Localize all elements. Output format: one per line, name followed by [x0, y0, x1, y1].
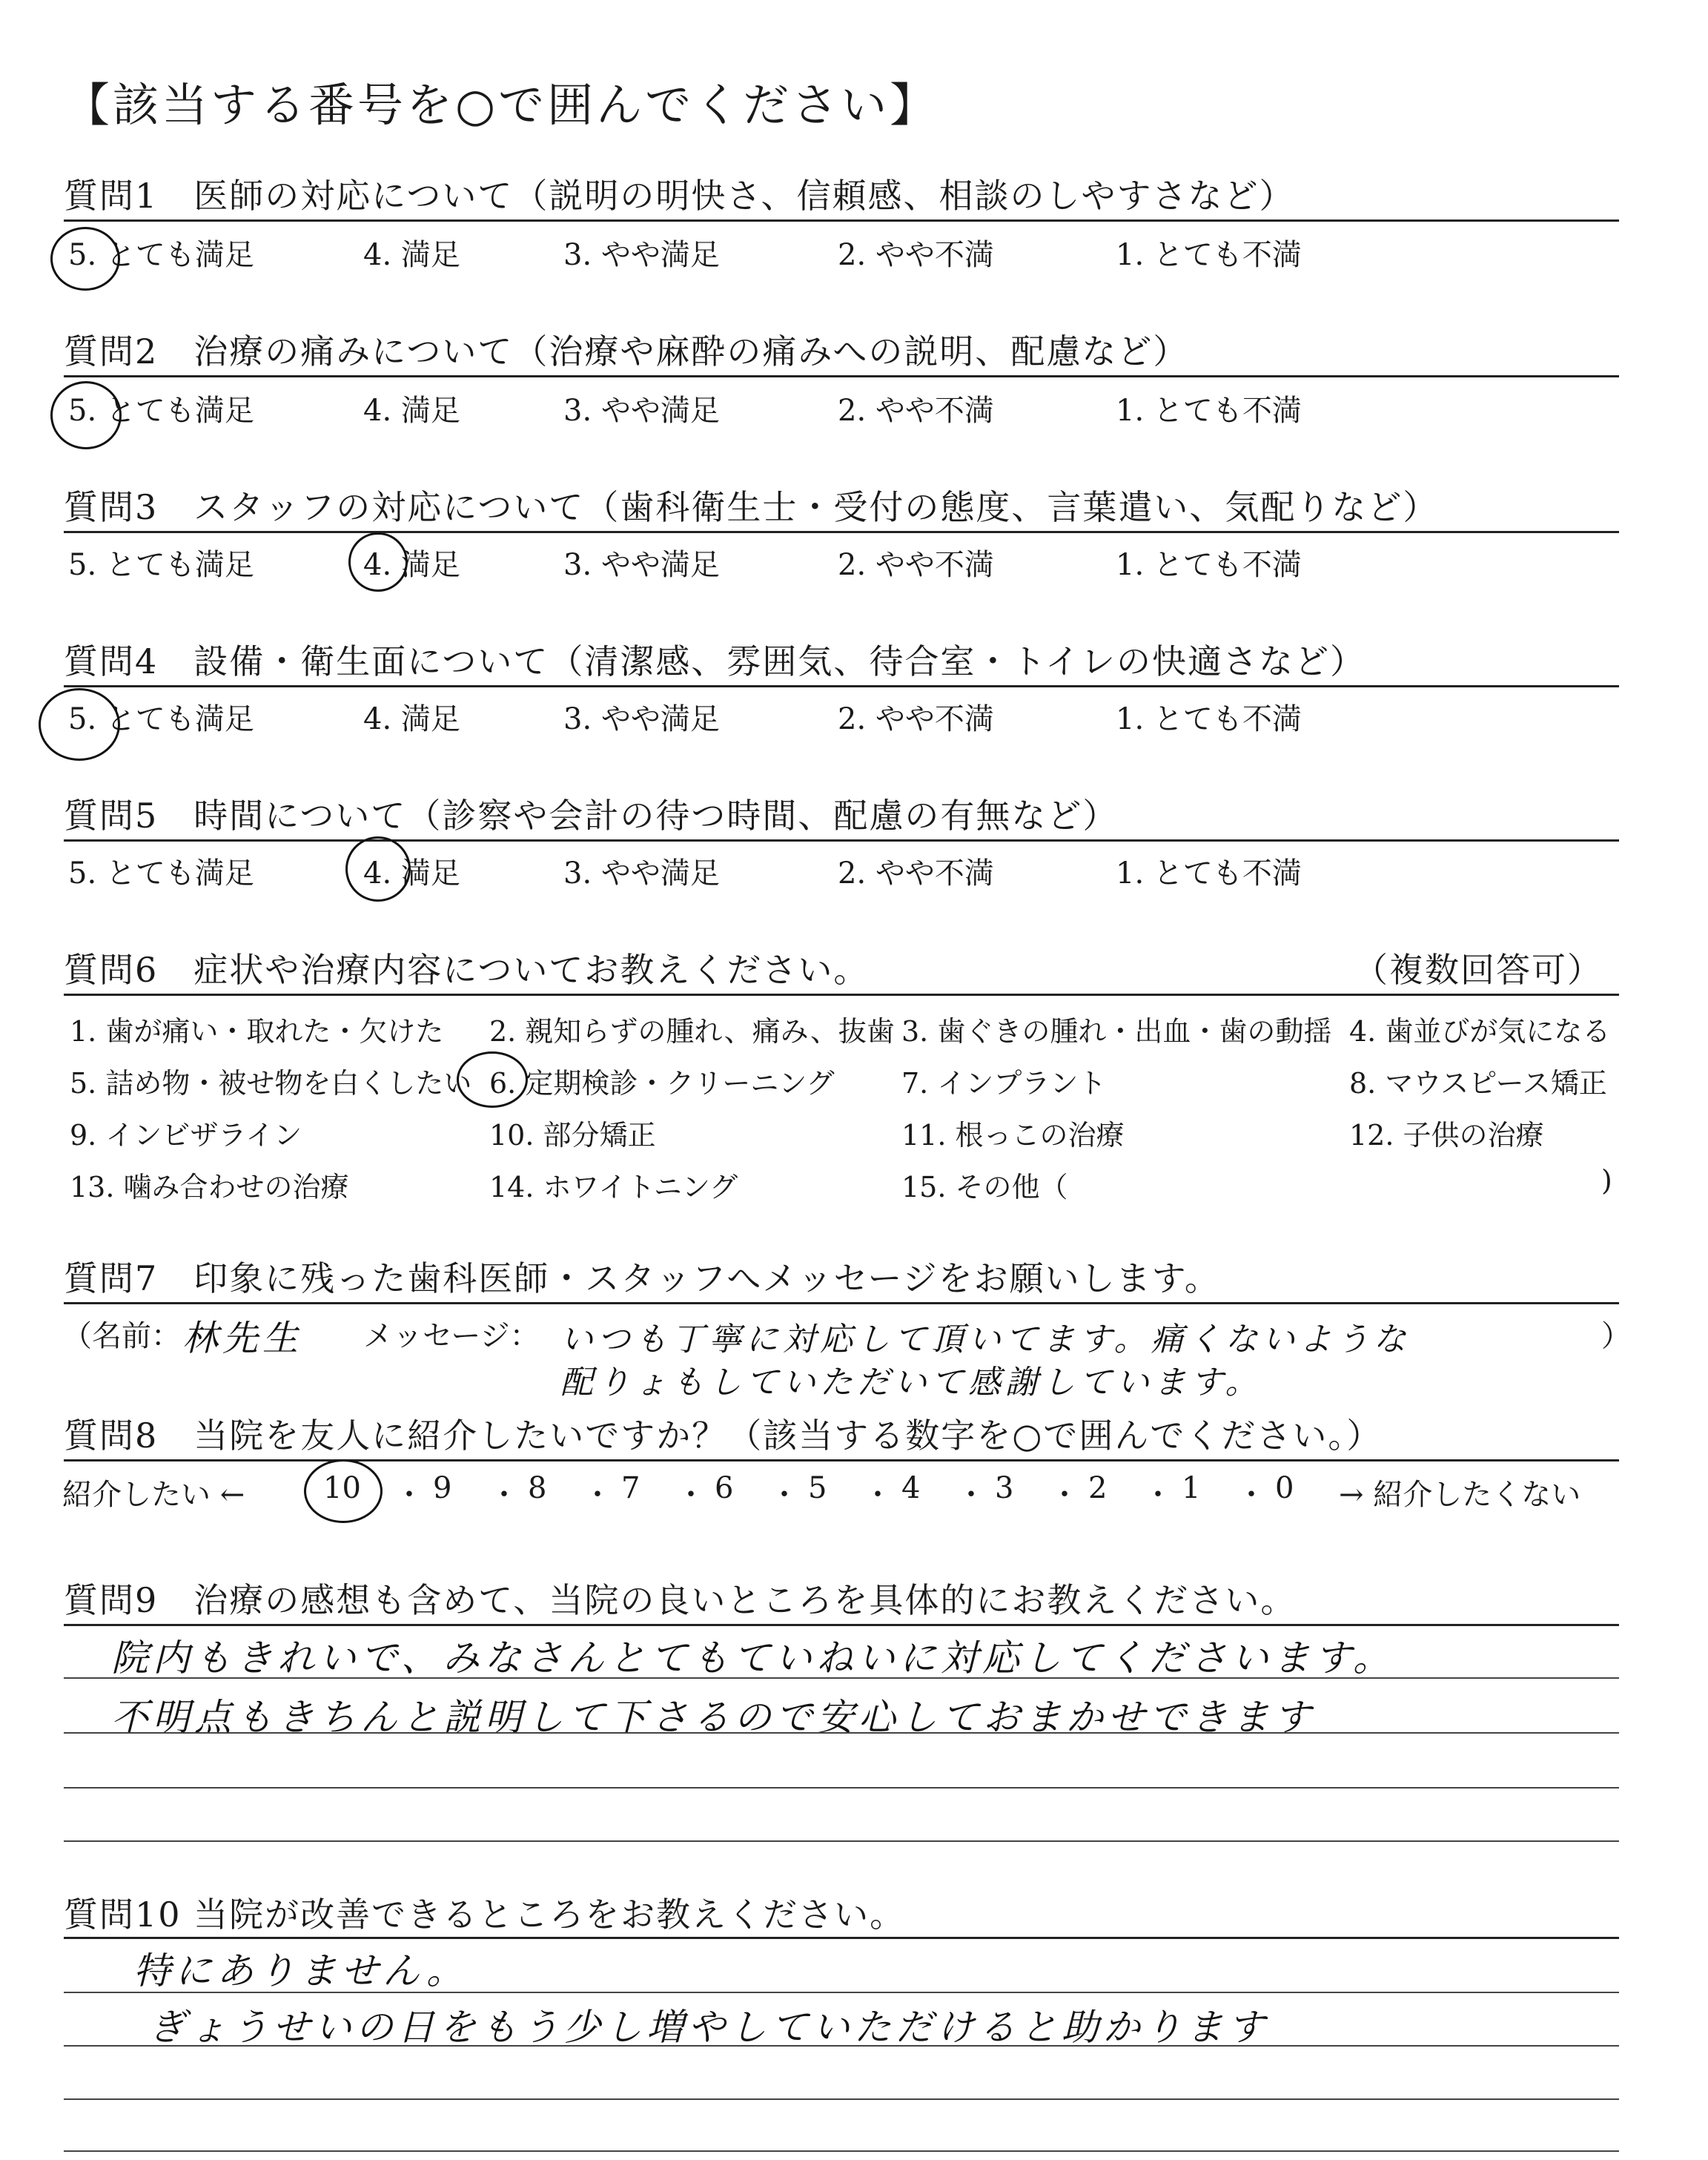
q6-item-9[interactable]: 9. インビザライン	[70, 1119, 302, 1152]
q2-option-1[interactable]: 1. とても不満	[1116, 394, 1302, 428]
question-8-rule	[64, 1459, 1619, 1462]
q8-dot: ・	[769, 1478, 799, 1512]
q9-answer-rule	[64, 1677, 1619, 1679]
q8-scale-4[interactable]: 4	[901, 1471, 921, 1505]
q6-item-7[interactable]: 7. インプラント	[901, 1067, 1107, 1100]
q6-item-5[interactable]: 5. 詰め物・被せ物を白くしたい	[70, 1067, 472, 1100]
question-9-heading: 質問9 治療の感想も含めて、当院の良いところを具体的にお教えください。	[64, 1580, 1297, 1620]
q4-option-5[interactable]: 5. とても満足	[68, 702, 254, 736]
q3-selection-circle	[348, 532, 408, 592]
q9-answer-rule	[64, 1732, 1619, 1734]
q8-scale-0[interactable]: 0	[1275, 1471, 1294, 1505]
q6-item-11[interactable]: 11. 根っこの治療	[901, 1119, 1125, 1152]
q8-selection-circle	[304, 1459, 383, 1523]
q9-answer-rule	[64, 1787, 1619, 1789]
q7-name-label: （名前：	[62, 1319, 181, 1353]
q3-option-2[interactable]: 2. やや不満	[838, 548, 994, 582]
q8-dot: ・	[1237, 1478, 1266, 1512]
q1-selection-circle	[50, 227, 120, 291]
q8-scale-8[interactable]: 8	[528, 1471, 547, 1505]
q4-option-2[interactable]: 2. やや不満	[838, 702, 994, 736]
q8-left-label: 紹介したい ←	[62, 1478, 245, 1512]
q6-item-3[interactable]: 3. 歯ぐきの腫れ・出血・歯の動揺	[901, 1015, 1332, 1048]
q3-option-3[interactable]: 3. やや満足	[563, 548, 720, 582]
q8-scale-2[interactable]: 2	[1088, 1471, 1108, 1505]
q6-item-8[interactable]: 8. マウスピース矯正	[1349, 1067, 1607, 1100]
q1-option-4[interactable]: 4. 満足	[363, 238, 460, 272]
q8-dot: ・	[583, 1478, 612, 1512]
q6-item-10[interactable]: 10. 部分矯正	[489, 1119, 656, 1152]
q8-scale-7[interactable]: 7	[621, 1471, 640, 1505]
question-7-heading: 質問7 印象に残った歯科医師・スタッフへメッセージをお願いします。	[64, 1258, 1220, 1298]
q2-option-4[interactable]: 4. 満足	[363, 394, 460, 428]
q4-selection-circle	[39, 688, 120, 761]
q8-scale-10[interactable]: 10	[323, 1471, 361, 1505]
q8-scale-6[interactable]: 6	[715, 1471, 734, 1505]
question-4-heading: 質問4 設備・衛生面について（清潔感、雰囲気、待合室・トイレの快適さなど）	[64, 641, 1366, 681]
q7-name-handwritten[interactable]: 林先生	[182, 1318, 303, 1359]
q7-close-paren: ）	[1601, 1319, 1631, 1353]
q5-option-3[interactable]: 3. やや満足	[563, 856, 720, 891]
q10-answer-rule	[64, 2150, 1619, 2152]
q2-option-3[interactable]: 3. やや満足	[563, 394, 720, 428]
q8-right-label: → 紹介したくない	[1339, 1478, 1581, 1512]
q10-answer-line-1[interactable]: 特にありません。	[133, 1949, 468, 1992]
q3-option-4[interactable]: 4. 満足	[363, 548, 460, 582]
question-4-rule	[64, 685, 1619, 687]
q2-option-2[interactable]: 2. やや不満	[838, 394, 994, 428]
q10-answer-line-2[interactable]: ぎょうせいの日をもう少し増やしていただけると助かります	[148, 2006, 1269, 2049]
question-3-rule	[64, 531, 1619, 533]
question-10-rule	[64, 1937, 1619, 1939]
question-6-rule	[64, 994, 1619, 996]
q10-answer-rule	[64, 2098, 1619, 2100]
question-3-heading: 質問3 スタッフの対応について（歯科衛生士・受付の態度、言葉遣い、気配りなど）	[64, 487, 1439, 527]
q4-option-1[interactable]: 1. とても不満	[1116, 702, 1302, 736]
q1-option-2[interactable]: 2. やや不満	[838, 238, 994, 272]
q2-selection-circle	[50, 381, 122, 449]
q9-answer-line-1[interactable]: 院内もきれいで、みなさんとてもていねいに対応してくださいます。	[111, 1636, 1394, 1680]
q8-dot: ・	[394, 1478, 424, 1512]
q5-option-5[interactable]: 5. とても満足	[68, 856, 254, 891]
q8-scale-5[interactable]: 5	[808, 1471, 827, 1505]
q3-option-5[interactable]: 5. とても満足	[68, 548, 254, 582]
q6-item-12[interactable]: 12. 子供の治療	[1349, 1119, 1544, 1152]
q8-dot: ・	[1143, 1478, 1173, 1512]
q1-option-3[interactable]: 3. やや満足	[563, 238, 720, 272]
q1-option-1[interactable]: 1. とても不満	[1116, 238, 1302, 272]
question-5-heading: 質問5 時間について（診察や会計の待つ時間、配慮の有無など）	[64, 796, 1119, 836]
q6-item-1[interactable]: 1. 歯が痛い・取れた・欠けた	[70, 1015, 444, 1048]
q7-message-line-1[interactable]: いつも丁寧に対応して頂いてます。痛くないような	[560, 1321, 1411, 1358]
question-2-rule	[64, 375, 1619, 377]
question-8-heading: 質問8 当院を友人に紹介したいですか？（該当する数字を○で囲んでください。）	[64, 1416, 1383, 1456]
question-5-rule	[64, 839, 1619, 842]
q3-option-1[interactable]: 1. とても不満	[1116, 548, 1302, 582]
q6-item-14[interactable]: 14. ホワイトニング	[489, 1171, 738, 1203]
q5-option-4[interactable]: 4. 満足	[363, 856, 460, 891]
q6-item-2[interactable]: 2. 親知らずの腫れ、痛み、抜歯	[489, 1015, 895, 1048]
q6-item-15[interactable]: 15. その他（	[901, 1171, 1068, 1203]
q9-answer-rule	[64, 1840, 1619, 1842]
q6-item-13[interactable]: 13. 噛み合わせの治療	[70, 1171, 349, 1203]
q1-option-5[interactable]: 5. とても満足	[68, 238, 254, 272]
q6-item-15-close: )	[1601, 1164, 1612, 1197]
question-2-heading: 質問2 治療の痛みについて（治療や麻酔の痛みへの説明、配慮など）	[64, 331, 1189, 371]
q4-option-4[interactable]: 4. 満足	[363, 702, 460, 736]
q8-dot: ・	[489, 1478, 519, 1512]
question-7-rule	[64, 1302, 1619, 1304]
q8-dot: ・	[1050, 1478, 1079, 1512]
q8-dot: ・	[676, 1478, 706, 1512]
q6-selection-circle	[457, 1051, 528, 1108]
q5-selection-circle	[345, 836, 411, 902]
q5-option-1[interactable]: 1. とても不満	[1116, 856, 1302, 891]
q10-answer-rule	[64, 1992, 1619, 1993]
q8-dot: ・	[956, 1478, 986, 1512]
question-1-heading: 質問1 医師の対応について（説明の明快さ、信頼感、相談のしやすさなど）	[64, 176, 1295, 216]
q5-option-2[interactable]: 2. やや不満	[838, 856, 994, 891]
q6-item-6[interactable]: 6. 定期検診・クリーニング	[489, 1067, 835, 1100]
question-9-rule	[64, 1624, 1619, 1626]
q4-option-3[interactable]: 3. やや満足	[563, 702, 720, 736]
question-10-heading: 質問10 当院が改善できるところをお教えください。	[64, 1895, 906, 1935]
page-title: 【該当する番号を○で囲んでください】	[64, 78, 939, 132]
q9-answer-line-2[interactable]: 不明点もきちんと説明して下さるので安心しておまかせできます	[111, 1696, 1315, 1739]
q7-message-label: メッセージ：	[363, 1319, 540, 1353]
question-6-multi-note: （複数回答可）	[1354, 950, 1603, 990]
q7-message-line-2[interactable]: 配りょもしていただいて感謝しています。	[560, 1364, 1262, 1401]
q8-dot: ・	[863, 1478, 893, 1512]
question-6-heading: 質問6 症状や治療内容についてお教えください。	[64, 950, 870, 990]
q8-scale-1[interactable]: 1	[1182, 1471, 1201, 1505]
question-1-rule	[64, 219, 1619, 222]
q10-answer-rule	[64, 2045, 1619, 2047]
q2-option-5[interactable]: 5. とても満足	[68, 394, 254, 428]
q8-scale-9[interactable]: 9	[433, 1471, 452, 1505]
q6-item-4[interactable]: 4. 歯並びが気になる	[1349, 1015, 1611, 1048]
q8-scale-3[interactable]: 3	[995, 1471, 1014, 1505]
